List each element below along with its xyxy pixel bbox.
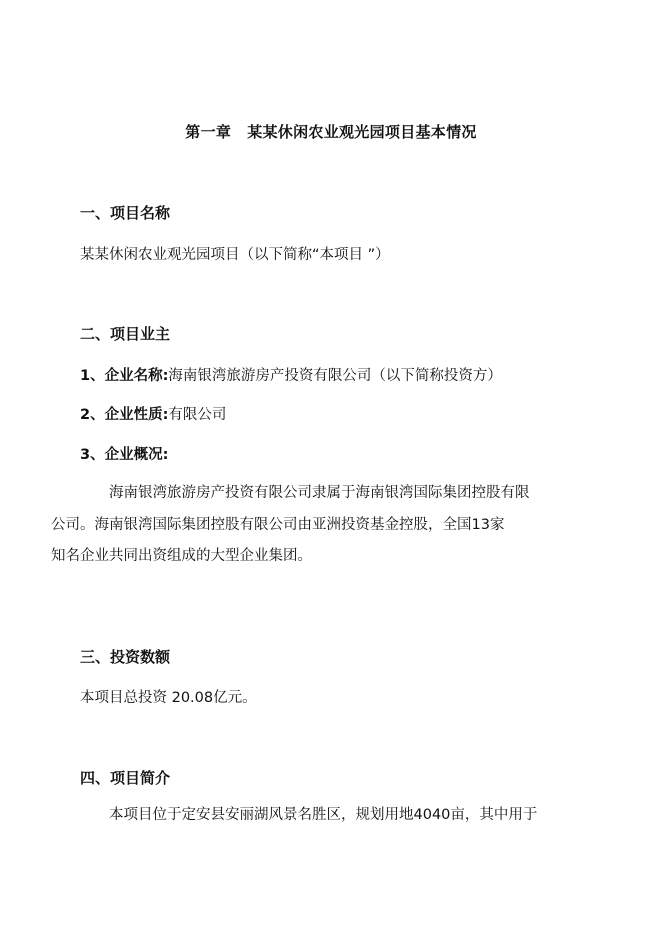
company-type-line	[80, 403, 226, 424]
intro-line-1: 本项目位于定安县安丽湖风景名胜区，规划用地4040亩，其中用于	[109, 807, 538, 823]
company-type-value: 有限公司	[168, 407, 227, 423]
overview-line-3: 知名企业共同出资组成的大型企业集团。	[51, 548, 312, 564]
company-name-label: 1、企业名称:	[80, 368, 169, 384]
company-type-label: 2、企业性质:	[80, 407, 169, 423]
chapter-title	[0, 121, 662, 142]
company-overview-paragraph	[51, 478, 580, 573]
company-overview-line	[80, 443, 168, 464]
section-heading-project-intro: 四、项目简介	[80, 769, 171, 787]
company-name-value: 海南银湾旅游房产投资有限公司（以下简称投资方）	[168, 368, 502, 384]
company-overview-label: 3、企业概况:	[80, 447, 169, 463]
overview-line-1: 海南银湾旅游房产投资有限公司隶属于海南银湾国际集团控股有限	[109, 485, 530, 501]
chapter-number: 第一章	[185, 123, 232, 141]
chapter-name: 某某休闲农业观光园项目基本情况	[247, 123, 477, 141]
company-name-line	[80, 364, 502, 385]
overview-line-2: 公司。海南银湾国际集团控股有限公司由亚洲投资基金控股，全国13家	[51, 516, 505, 533]
section-heading-investment: 三、投资数额	[80, 648, 171, 666]
section-heading-project-name: 一、项目名称	[80, 204, 171, 222]
investment-text: 本项目总投资 20.08亿元。	[80, 690, 257, 706]
project-intro-paragraph	[80, 800, 580, 832]
section-heading-project-owner: 二、项目业主	[80, 325, 171, 343]
project-name-text: 某某休闲农业观光园项目（以下简称“本项目 ”）	[80, 247, 390, 263]
